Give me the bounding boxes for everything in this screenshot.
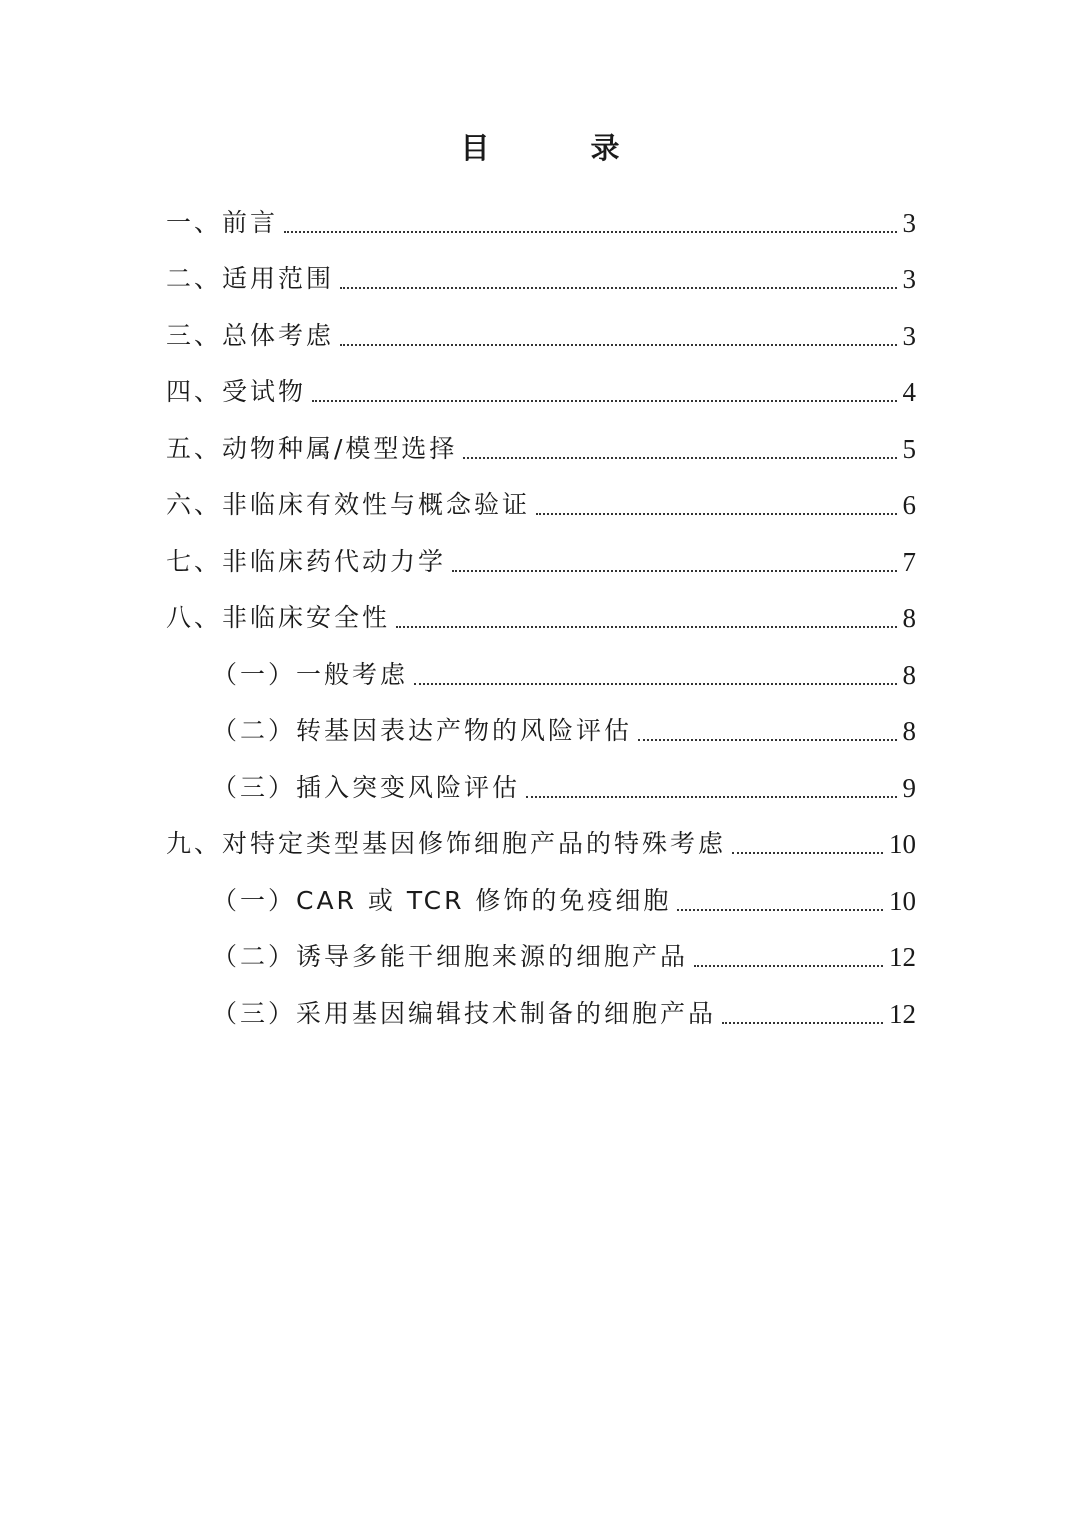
- toc-entry[interactable]: [166, 808, 916, 865]
- toc-list: [166, 186, 916, 1034]
- dot-leader: [694, 965, 883, 967]
- toc-title: 目 录: [460, 131, 656, 165]
- dot-leader: [463, 457, 896, 459]
- dot-leader: [732, 852, 883, 854]
- dot-leader: [677, 909, 883, 911]
- dot-leader: [312, 400, 896, 402]
- toc-subentry[interactable]: [166, 921, 916, 978]
- toc-entry[interactable]: [166, 412, 916, 469]
- toc-entry[interactable]: [166, 525, 916, 582]
- toc-entry[interactable]: [166, 356, 916, 413]
- toc-entry-label: （一）一般考虑: [212, 659, 409, 689]
- toc-entry-label: 九、对特定类型基因修饰细胞产品的特殊考虑: [166, 829, 727, 858]
- toc-page-number: 6: [902, 490, 916, 520]
- toc-page-number: 5: [902, 433, 916, 464]
- toc-entry-label: （二）诱导多能干细胞来源的细胞产品: [212, 942, 689, 971]
- toc-page-number: 8: [902, 603, 916, 633]
- toc-entry-label: 五、动物种属/模型选择: [166, 433, 458, 463]
- toc-page-number: 12: [889, 998, 916, 1029]
- toc-subentry[interactable]: [166, 695, 916, 752]
- toc-entry-label: 三、总体考虑: [166, 320, 335, 350]
- dot-leader: [340, 287, 896, 289]
- toc-page-number: 9: [902, 772, 916, 803]
- toc-subentry[interactable]: [166, 977, 916, 1034]
- toc-entry-label: 一、前言: [166, 207, 279, 237]
- toc-page-number: 3: [902, 207, 916, 238]
- toc-entry-label: 六、非临床有效性与概念验证: [166, 490, 531, 519]
- toc-subentry[interactable]: [166, 864, 916, 921]
- toc-page-number: 3: [902, 320, 916, 351]
- toc-entry-label: 四、受试物: [166, 377, 307, 406]
- toc-page-number: 7: [902, 546, 916, 577]
- toc-entry-label: （一）CAR 或 TCR 修饰的免疫细胞: [212, 885, 672, 915]
- toc-entry-label: （三）采用基因编辑技术制备的细胞产品: [212, 998, 717, 1028]
- toc-entry[interactable]: [166, 186, 916, 243]
- dot-leader: [340, 344, 896, 346]
- dot-leader: [536, 513, 896, 515]
- toc-subentry[interactable]: [166, 638, 916, 695]
- toc-entry[interactable]: [166, 582, 916, 639]
- toc-entry[interactable]: [166, 469, 916, 526]
- dot-leader: [526, 796, 896, 798]
- dot-leader: [722, 1022, 883, 1024]
- toc-entry-label: 二、适用范围: [166, 264, 335, 293]
- toc-page-number: 8: [902, 659, 916, 690]
- dot-leader: [284, 231, 896, 233]
- dot-leader: [396, 626, 896, 628]
- dot-leader: [638, 739, 896, 741]
- toc-entry-label: （二）转基因表达产物的风险评估: [212, 716, 633, 745]
- dot-leader: [414, 683, 896, 685]
- toc-page-number: 10: [889, 885, 916, 916]
- toc-page-number: 12: [889, 942, 916, 972]
- toc-subentry[interactable]: [166, 751, 916, 808]
- toc-page-number: 10: [889, 829, 916, 859]
- toc-entry-label: （三）插入突变风险评估: [212, 772, 521, 802]
- toc-entry[interactable]: [166, 299, 916, 356]
- toc-page-number: 8: [902, 716, 916, 746]
- toc-entry-label: 七、非临床药代动力学: [166, 546, 447, 576]
- toc-page-number: 3: [902, 264, 916, 294]
- toc-page-number: 4: [902, 377, 916, 407]
- toc-entry-label: 八、非临床安全性: [166, 603, 391, 632]
- toc-entry[interactable]: [166, 243, 916, 300]
- dot-leader: [452, 570, 896, 572]
